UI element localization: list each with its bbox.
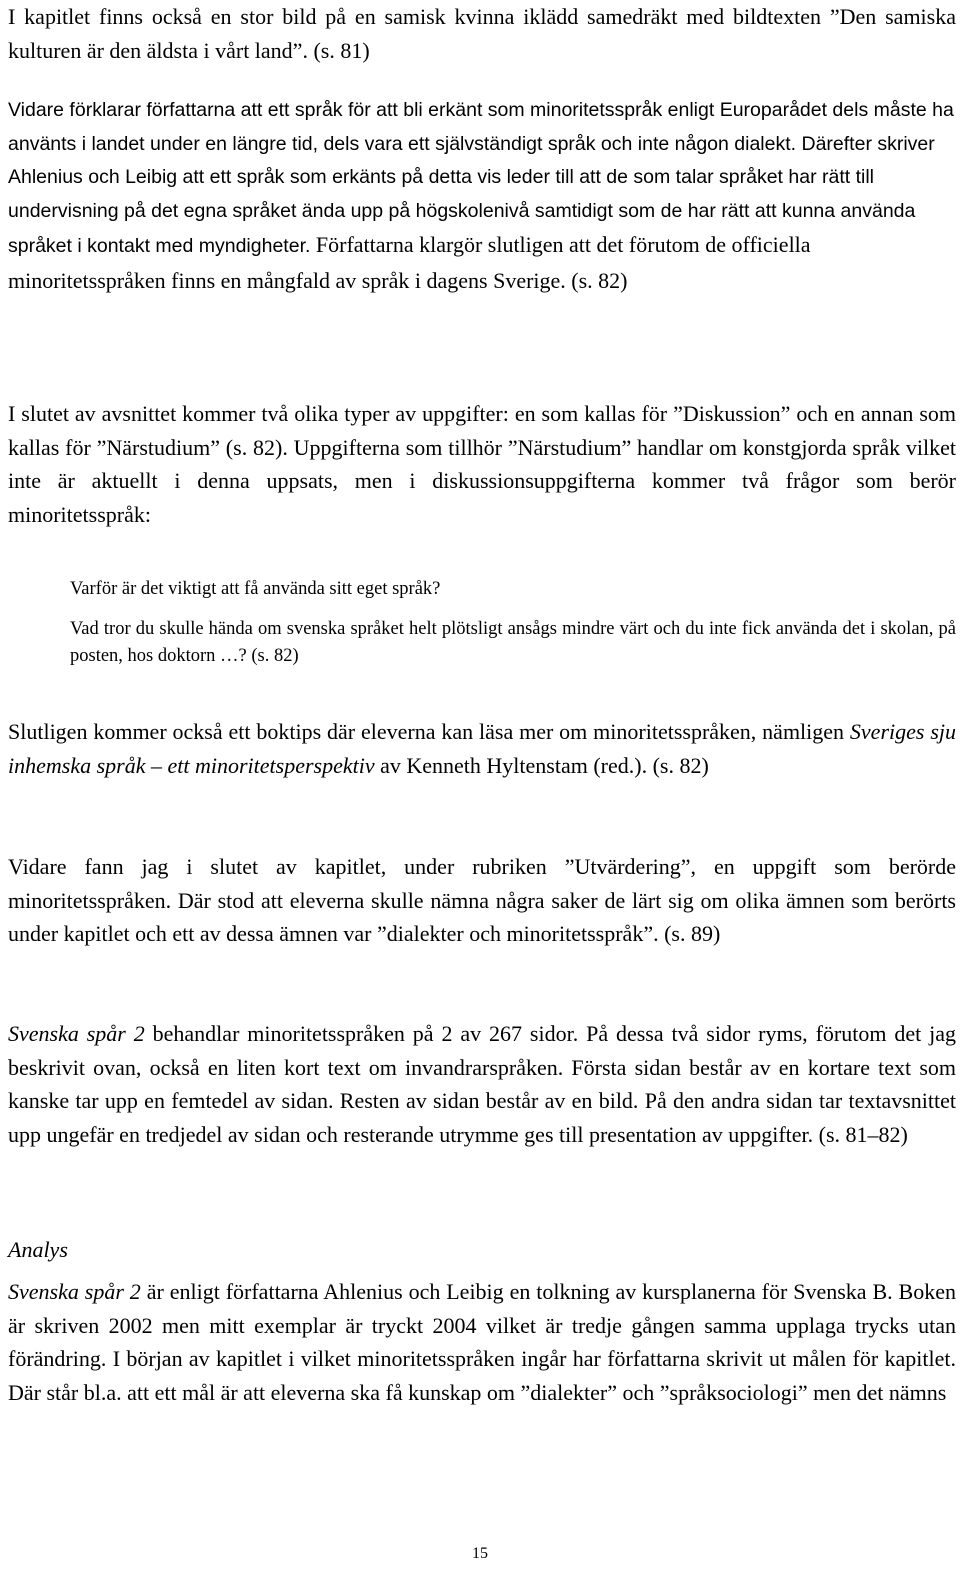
- book-title: Sveriges sju inhemska språk – ett minoritetsperspektiv: [8, 719, 957, 778]
- text: Slutligen kommer också ett boktips där eleverna kan läsa mer om minoritetsspråken, nämligen: [8, 719, 850, 744]
- paragraph-minority-criteria: [8, 94, 956, 298]
- text: är enligt författarna Ahlenius och Leibig en tolkning av kursplanerna för Svenska B. Boken är skriven 2002 men mitt exemplar är tryckt 2004 vilket är tredje gången samma upplaga trycks utan förändring. I början av kapitlet i vilket minoritetsspråken ingår har författarna skrivit ut målen för kapitlet. Där står bl.a. att ett mål är att eleverna ska få kunskap om ”dialekter” och ”språksociologi” men det nämns: [8, 1279, 956, 1405]
- paragraph-tasks: I slutet av avsnittet kommer två olika typer av uppgifter: en som kallas för ”Diskussion” och en annan som kallas för ”Närstudium” (s. 82). Uppgifterna som tillhör ”Närstudium” handlar om konstgjorda språk vilket inte är aktuellt i denna uppsats, men i diskussionsuppgifterna kommer två frågor som berör minoritetsspråk:: [8, 401, 956, 527]
- paragraph-analysis: [8, 1275, 956, 1409]
- text: behandlar minoritetsspråken på 2 av 267 sidor. På dessa två sidor ryms, förutom det jag beskrivit ovan, också en liten kort text om invandrarspråken. Första sidan består av en kortare text som kanske tar upp en femtedel av sidan. Resten av sidan består av en bild. På den andra sidan tar textavsnittet upp ungefär en tredjedel av sidan och resterande utrymme ges till presentation av uppgifter. (s. 81–82): [8, 1021, 956, 1147]
- book-title: Svenska spår 2: [8, 1021, 145, 1046]
- section-heading: Analys: [8, 1237, 68, 1262]
- paragraph-text-sans: Vidare förklarar författarna att ett språk för att bli erkänt som minoritetsspråk enligt Europarådet dels måste ha använts i landet under en längre tid, dels vara ett självständigt språk och inte någon dialekt.: [8, 99, 954, 155]
- paragraph-text-sans: Därefter skriver Ahlenius och Leibig att ett språk som erkänts på detta vis leder till att de som talar språket har rätt till undervisning på det egna språket ända upp på högskolenivå samtidigt som de har rätt att kunna använda språket i kontakt med myndigheter.: [8, 132, 935, 258]
- page-number: 15: [472, 1545, 488, 1562]
- paragraph-image-caption: I kapitlet finns också en stor bild på en samisk kvinna iklädd samedräkt med bildtexten ”Den samiska kulturen är den äldsta i vårt land”. (s. 81): [8, 4, 956, 63]
- quote-question-1: Varför är det viktigt att få använda sitt eget språk?: [70, 579, 441, 599]
- paragraph-text-serif: Författarna klargör slutligen att det förutom de officiella minoritetsspråken finns en mångfald av språk i dagens Sverige. (s. 82): [8, 232, 811, 293]
- paragraph-book-tip: [8, 715, 956, 782]
- paragraph-evaluation: Vidare fann jag i slutet av kapitlet, under rubriken ”Utvärdering”, en uppgift som berörde minoritetsspråken. Där stod att eleverna skulle nämna några saker de lärt sig om olika ämnen som berörts under kapitlet och ett av dessa ämnen var ”dialekter och minoritetsspråk”. (s. 89): [8, 854, 956, 947]
- book-title: Svenska spår 2: [8, 1279, 141, 1304]
- quote-question-2: Vad tror du skulle hända om svenska språket helt plötsligt ansågs mindre värt och du inte fick använda det i skolan, på posten, hos doktorn …? (s. 82): [70, 619, 956, 666]
- text: av Kenneth Hyltenstam (red.). (s. 82): [374, 752, 709, 778]
- paragraph-summary: [8, 1017, 956, 1151]
